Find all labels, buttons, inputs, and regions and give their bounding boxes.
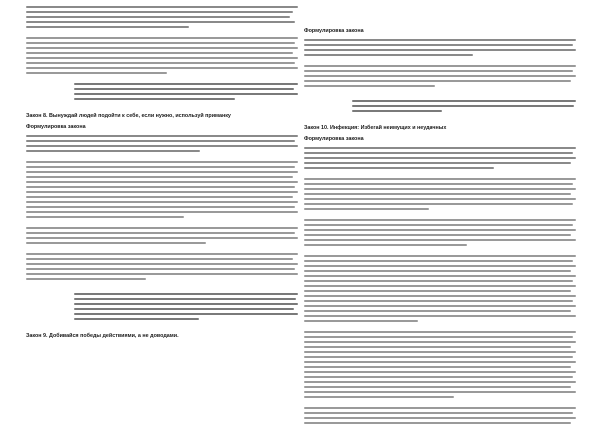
body-paragraph	[304, 65, 576, 87]
body-paragraph	[26, 161, 298, 218]
right-column	[304, 6, 576, 427]
formula-heading: Формулировка закона	[304, 28, 364, 34]
body-paragraph	[304, 178, 576, 210]
body-paragraph	[26, 37, 298, 74]
body-paragraph	[304, 407, 576, 424]
body-paragraph	[26, 253, 298, 280]
left-column	[26, 6, 298, 344]
block-quote	[26, 83, 298, 100]
section-8-heading: Закон 8. Вынуждай людей подойти к себе, если нужно, используй приманку	[26, 113, 231, 119]
formula-heading: Формулировка закона	[304, 136, 364, 142]
formula-paragraph	[26, 135, 298, 152]
intro-paragraph	[26, 6, 298, 28]
block-quote	[304, 100, 576, 112]
section-9-heading: Закон 9. Добивайся победы действиями, а не доводами.	[26, 333, 179, 339]
formula-paragraph	[304, 39, 576, 56]
section-10-heading: Закон 10. Инфекция: Избегай неимущих и неудачных	[304, 125, 447, 131]
block-quote	[26, 293, 298, 320]
body-paragraph	[304, 331, 576, 398]
body-paragraph	[26, 227, 298, 244]
body-paragraph	[304, 255, 576, 322]
formula-heading: Формулировка закона	[26, 124, 86, 130]
formula-paragraph	[304, 147, 576, 169]
body-paragraph	[304, 219, 576, 246]
